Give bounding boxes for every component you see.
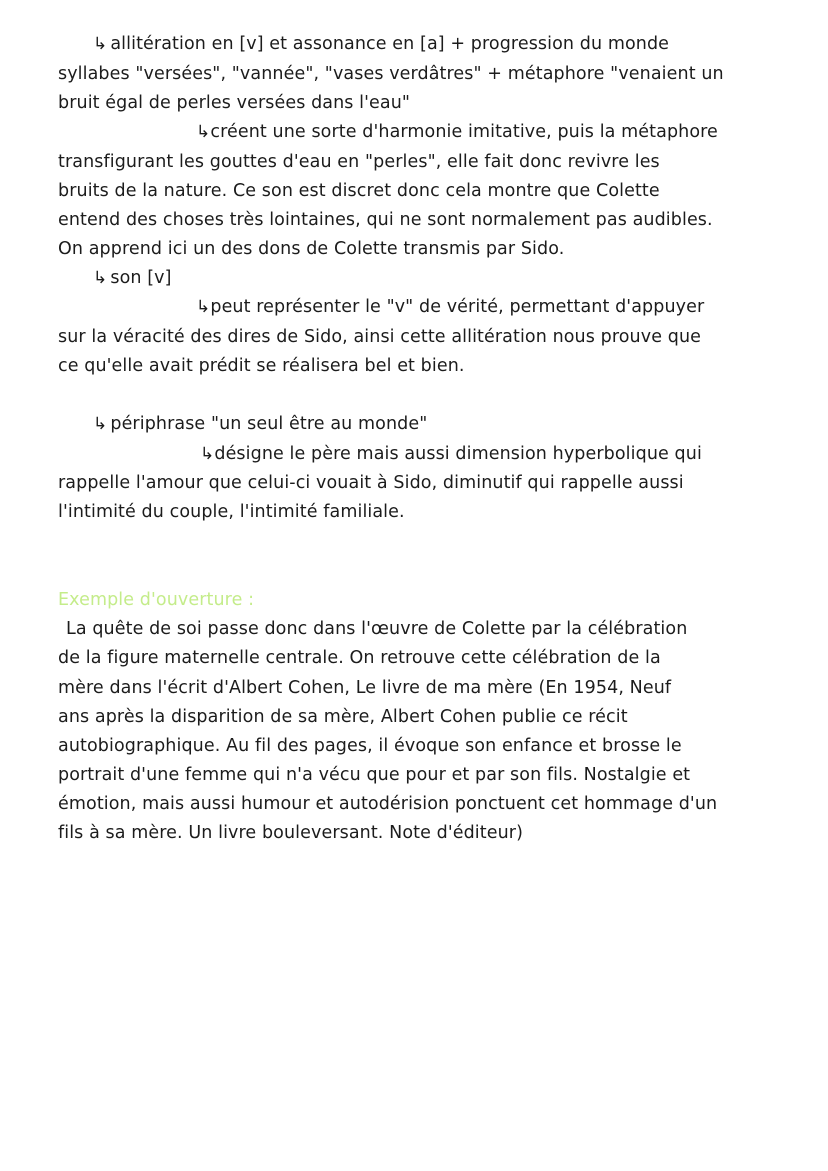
s2-line-2: ↳peut représenter le "v" de vérité, permettant d'appuyer [196, 297, 705, 317]
opening-line-5: autobiographique. Au fil des pages, il évoque son enfance et brosse le [58, 736, 682, 756]
opening-line-2: de la figure maternelle centrale. On retrouve cette célébration de la [58, 648, 661, 668]
s3-line-2: ↳désigne le père mais aussi dimension hyperbolique qui [200, 444, 702, 464]
s1-line-2: syllabes "versées", "vannée", "vases verdâtres" + métaphore "venaient un [58, 64, 724, 84]
arrow-icon: ↳ [93, 34, 108, 54]
arrow-icon: ↳ [196, 122, 211, 142]
s3-line-3: rappelle l'amour que celui-ci vouait à Sido, diminutif qui rappelle aussi [58, 473, 684, 493]
arrow-icon: ↳ [200, 444, 215, 464]
s2-line-1: ↳ son [v] [93, 268, 172, 288]
s1-line-7: entend des choses très lointaines, qui ne sont normalement pas audibles. [58, 210, 713, 230]
s1-line-3: bruit égal de perles versées dans l'eau" [58, 93, 411, 113]
s2-line-4: ce qu'elle avait prédit se réalisera bel et bien. [58, 356, 465, 376]
opening-line-7: émotion, mais aussi humour et autodérision ponctuent cet hommage d'un [58, 794, 718, 814]
s3-line-4: l'intimité du couple, l'intimité familiale. [58, 502, 405, 522]
s1-line-6: bruits de la nature. Ce son est discret donc cela montre que Colette [58, 181, 660, 201]
arrow-icon: ↳ [196, 297, 211, 317]
s1-line-8: On apprend ici un des dons de Colette transmis par Sido. [58, 239, 565, 259]
opening-line-8: fils à sa mère. Un livre bouleversant. Note d'éditeur) [58, 823, 524, 843]
opening-heading: Exemple d'ouverture : [58, 590, 255, 610]
arrow-icon: ↳ [93, 414, 108, 434]
opening-line-1: La quête de soi passe donc dans l'œuvre de Colette par la célébration [66, 619, 688, 639]
opening-line-3: mère dans l'écrit d'Albert Cohen, Le livre de ma mère (En 1954, Neuf [58, 678, 672, 698]
s2-line-3: sur la véracité des dires de Sido, ainsi cette allitération nous prouve que [58, 327, 702, 347]
s1-line-4: ↳créent une sorte d'harmonie imitative, puis la métaphore [196, 122, 718, 142]
s1-line-5: transfigurant les gouttes d'eau en "perles", elle fait donc revivre les [58, 152, 660, 172]
s1-line-1: ↳ allitération en [v] et assonance en [a] + progression du monde [93, 34, 670, 54]
s3-line-1: ↳ périphrase "un seul être au monde" [93, 414, 428, 434]
arrow-icon: ↳ [93, 268, 108, 288]
opening-line-4: ans après la disparition de sa mère, Albert Cohen publie ce récit [58, 707, 628, 727]
opening-line-6: portrait d'une femme qui n'a vécu que pour et par son fils. Nostalgie et [58, 765, 691, 785]
